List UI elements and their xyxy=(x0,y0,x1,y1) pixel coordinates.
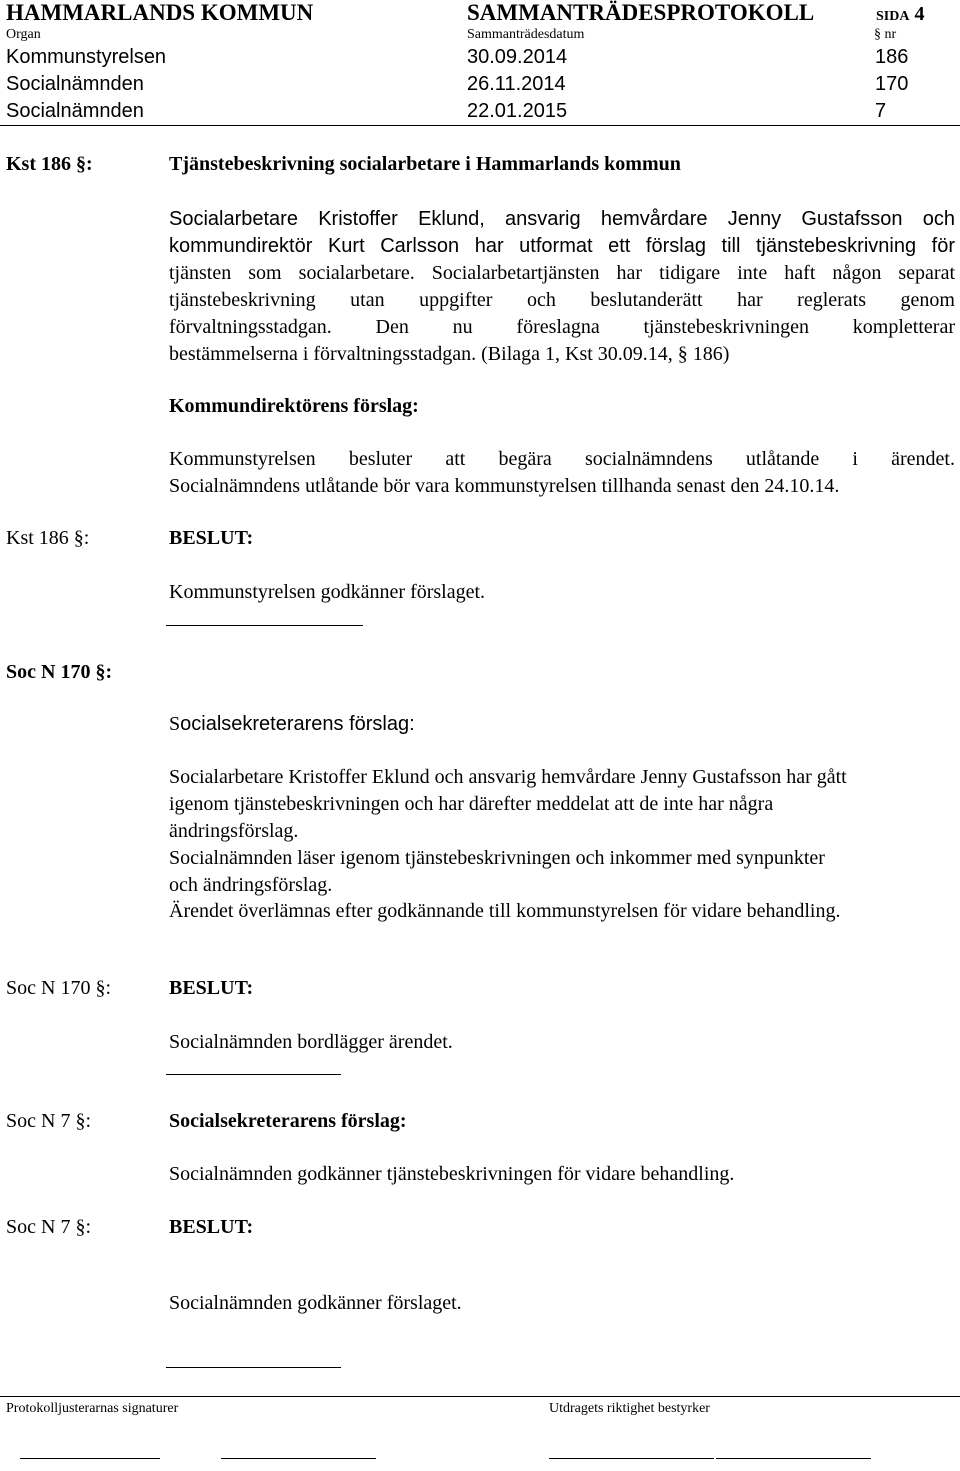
kd-heading: Kommundirektörens förslag: xyxy=(169,395,419,417)
separator-line xyxy=(166,1367,341,1368)
socn7-text: Socialnämnden godkänner tjänstebeskrivningen för vidare behandling. xyxy=(169,1163,735,1185)
header-nr-2: 170 xyxy=(875,73,909,95)
footer-divider xyxy=(0,1396,960,1397)
ss-line-6: Ärendet överlämnas efter godkännande till kommunstyrelsen för vidare behandling. xyxy=(169,900,841,922)
intro-line-1: Socialarbetare Kristoffer Eklund, ansvarig hemvårdare Jenny Gustafsson och xyxy=(169,208,955,230)
intro-line-2: kommundirektör Kurt Carlsson har utformat ett förslag till tjänstebeskrivning för xyxy=(169,235,955,257)
page-indicator xyxy=(876,3,924,28)
header-date-2: 26.11.2014 xyxy=(467,73,566,95)
ss-line-1: Socialarbetare Kristoffer Eklund och ansvarig hemvårdare Jenny Gustafsson har gått xyxy=(169,766,847,788)
ss-heading-rest: ocialsekreterarens förslag: xyxy=(180,713,415,735)
column-label-date: Sammanträdesdatum xyxy=(467,27,585,42)
signature-line xyxy=(716,1458,871,1459)
ss-line-5: och ändringsförslag. xyxy=(169,874,333,896)
signature-line xyxy=(221,1458,376,1459)
socn7-heading: Socialsekreterarens förslag: xyxy=(169,1110,407,1132)
kst186-beslut-text: Kommunstyrelsen godkänner förslaget. xyxy=(169,581,486,603)
ss-heading xyxy=(169,711,415,738)
intro-line-6: bestämmelserna i förvaltningsstadgan. (Bilaga 1, Kst 30.09.14, § 186) xyxy=(169,343,730,365)
header-nr-1: 186 xyxy=(875,46,909,68)
socn170-beslut-ref: Soc N 170 §: xyxy=(6,977,111,999)
header-organ-1: Kommunstyrelsen xyxy=(6,46,167,68)
column-label-nr: § nr xyxy=(874,27,897,42)
footer-left-label: Protokolljusterarnas signaturer xyxy=(6,1401,179,1416)
intro-line-5: förvaltningsstadgan. Den nu föreslagna tjänstebeskrivningen kompletterar xyxy=(169,316,955,338)
separator-line xyxy=(166,1074,341,1075)
kst186-beslut-label: BESLUT: xyxy=(169,527,254,549)
municipality-name: HAMMARLANDS KOMMUN xyxy=(6,0,314,25)
socn7-beslut-ref: Soc N 7 §: xyxy=(6,1216,91,1238)
socn7-ref: Soc N 7 §: xyxy=(6,1110,91,1132)
ss-heading-initial: S xyxy=(169,713,181,735)
signature-line xyxy=(20,1458,160,1459)
header-date-3: 22.01.2015 xyxy=(467,100,568,122)
column-label-organ: Organ xyxy=(6,27,41,42)
document-type: SAMMANTRÄDESPROTOKOLL xyxy=(467,0,815,25)
socn7-beslut-label: BESLUT: xyxy=(169,1216,254,1238)
socn7-beslut-text: Socialnämnden godkänner förslaget. xyxy=(169,1292,462,1314)
page-label: SIDA xyxy=(876,9,910,24)
kst186-title-ref: Kst 186 §: xyxy=(6,153,93,175)
header-organ-2: Socialnämnden xyxy=(6,73,144,95)
header-nr-3: 7 xyxy=(875,100,887,122)
footer-right-label: Utdragets riktighet bestyrker xyxy=(549,1401,710,1416)
kst186-beslut-ref: Kst 186 §: xyxy=(6,527,90,549)
ss-line-2: igenom tjänstebeskrivningen och har därefter meddelat att de inte har några xyxy=(169,793,774,815)
kd-line-1: Kommunstyrelsen besluter att begära socialnämndens utlåtande i ärendet. xyxy=(169,448,955,470)
section-title: Tjänstebeskrivning socialarbetare i Hammarlands kommun xyxy=(169,153,681,175)
kd-line-2: Socialnämndens utlåtande bör vara kommunstyrelsen tillhanda senast den 24.10.14. xyxy=(169,475,840,497)
page-number: 4 xyxy=(914,3,925,25)
socn170-ref: Soc N 170 §: xyxy=(6,661,113,683)
intro-line-4: tjänstebeskrivning utan uppgifter och beslutanderätt har reglerats genom xyxy=(169,289,955,311)
ss-line-3: ändringsförslag. xyxy=(169,820,299,842)
socn170-beslut-label: BESLUT: xyxy=(169,977,254,999)
ss-line-4: Socialnämnden läser igenom tjänstebeskrivningen och inkommer med synpunkter xyxy=(169,847,825,869)
signature-line xyxy=(549,1458,714,1459)
header-date-1: 30.09.2014 xyxy=(467,46,568,68)
header-organ-3: Socialnämnden xyxy=(6,100,144,122)
header-divider xyxy=(0,125,960,126)
socn170-beslut-text: Socialnämnden bordlägger ärendet. xyxy=(169,1031,453,1053)
intro-line-3: tjänsten som socialarbetare. Socialarbetartjänsten har tidigare inte haft någon separat xyxy=(169,262,955,284)
separator-line xyxy=(166,625,363,626)
